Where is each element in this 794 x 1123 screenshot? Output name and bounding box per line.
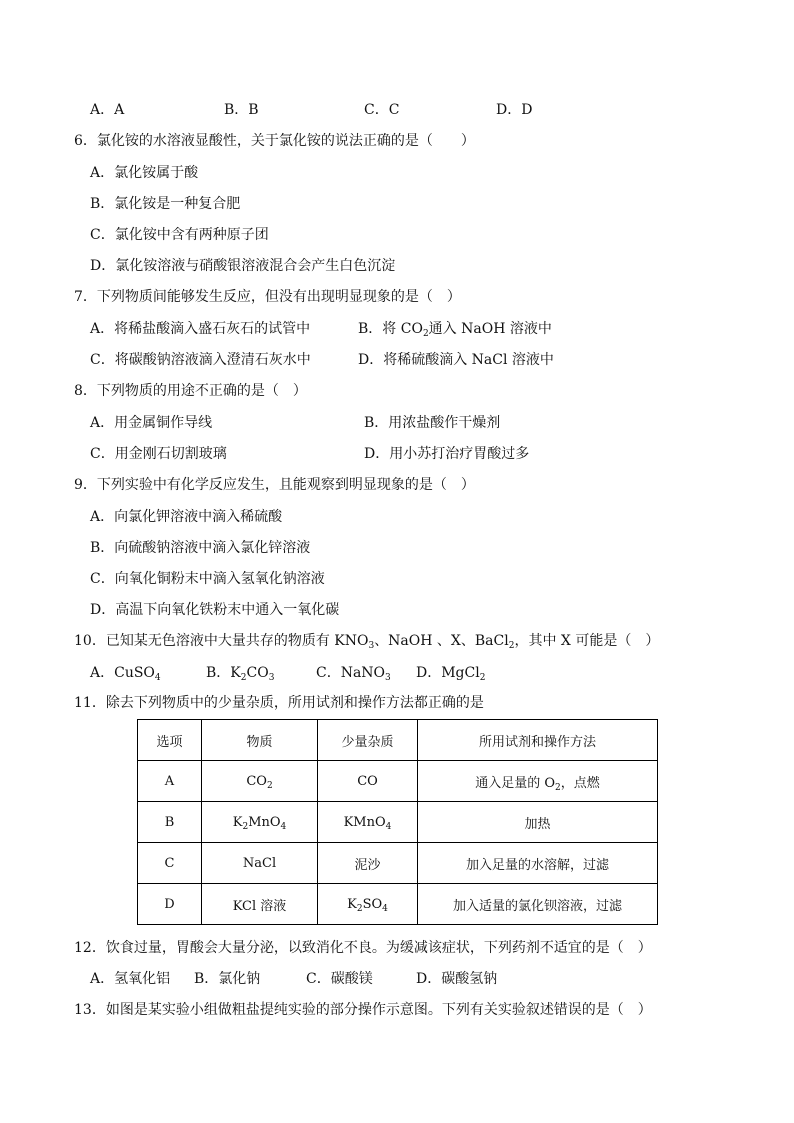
q9-stem: 9．下列实验中有化学反应发生，且能观察到明显现象的是（ ） (74, 477, 475, 493)
q12-stem: 12．饮食过量，胃酸会大量分泌，以致消化不良。为缓减该症状，下列药剂不适宜的是（ ） (74, 940, 652, 956)
table-header-cell: 少量杂质 (318, 720, 418, 761)
q12-option-d: D．碳酸氢钠 (416, 971, 498, 987)
table-cell-option: B (138, 802, 202, 843)
q6-option-d: D．氯化铵溶液与硝酸银溶液混合会产生白色沉淀 (90, 258, 396, 274)
table-cell-option: C (138, 843, 202, 884)
q6-option-a: A．氯化铵属于酸 (90, 165, 199, 181)
q5-option-a: A．A (90, 102, 125, 118)
table-cell-substance: $CO_2$ (202, 761, 318, 802)
table-row (138, 884, 658, 925)
q10-option-d: D．MgCl$_2$ (416, 665, 486, 683)
table-row (138, 802, 658, 843)
table-cell-impurity: 泥沙 (318, 843, 418, 884)
table-header-row (138, 720, 658, 761)
q8-option-c: C．用金刚石切割玻璃 (90, 446, 227, 462)
q13-stem: 13．如图是某实验小组做粗盐提纯实验的部分操作示意图。下列有关实验叙述错误的是（ ） (74, 1002, 652, 1018)
q11-stem: 11．除去下列物质中的少量杂质，所用试剂和操作方法都正确的是 (74, 695, 484, 711)
q10-option-b: B．$K_2CO_3$ (206, 665, 275, 683)
table-cell-substance: NaCl (202, 843, 318, 884)
q12-option-a: A．氢氧化铝 (90, 971, 171, 987)
table-header-cell: 物质 (202, 720, 318, 761)
table-cell-method: 加热 (418, 802, 658, 843)
table-row (138, 843, 658, 884)
table-header-cell: 所用试剂和操作方法 (418, 720, 658, 761)
q6-option-b: B．氯化铵是一种复合肥 (90, 196, 241, 212)
q9-option-d: D．高温下向氧化铁粉末中通入一氧化碳 (90, 602, 340, 618)
q12-option-b: B．氯化钠 (194, 971, 261, 987)
q6-option-c: C．氯化铵中含有两种原子团 (90, 227, 269, 243)
q5-option-c: C．C (364, 102, 400, 118)
q7-stem: 7．下列物质间能够发生反应，但没有出现明显现象的是（ ） (74, 289, 461, 305)
q6-stem: 6．氯化铵的水溶液显酸性，关于氯化铵的说法正确的是（ ） (74, 133, 475, 149)
table-cell-impurity: CO (318, 761, 418, 802)
table-cell-substance: KCl 溶液 (202, 884, 318, 925)
q10-stem: 10．已知某无色溶液中大量共存的物质有 $KNO_3$、NaOH 、X、BaCl$_2$，其中 X 可能是（ ） (74, 633, 660, 651)
table-cell-option: A (138, 761, 202, 802)
table-header-cell: 选项 (138, 720, 202, 761)
q11-table (137, 719, 658, 925)
q8-option-b: B．用浓盐酸作干燥剂 (364, 415, 501, 431)
q10-option-a: A．CuSO$_4$ (90, 665, 161, 683)
q7-option-c: C．将碳酸钠溶液滴入澄清石灰水中 (90, 352, 311, 368)
q8-option-d: D．用小苏打治疗胃酸过多 (364, 446, 530, 462)
q10-option-c: C．NaNO$_3$ (316, 665, 391, 683)
q7-option-b: B．将 $CO_2$通入 NaOH 溶液中 (358, 321, 552, 339)
q9-option-c: C．向氧化铜粉末中滴入氢氧化钠溶液 (90, 571, 325, 587)
table-cell-method: 通入足量的 $O_2$，点燃 (418, 761, 658, 802)
q8-stem: 8．下列物质的用途不正确的是（ ） (74, 383, 307, 399)
q7-option-d: D．将稀硫酸滴入 NaCl 溶液中 (358, 352, 554, 368)
table-cell-impurity: KMnO$_4$ (318, 802, 418, 843)
table-cell-substance: $K_2MnO_4$ (202, 802, 318, 843)
q9-option-b: B．向硫酸钠溶液中滴入氯化锌溶液 (90, 540, 311, 556)
q5-option-d: D．D (496, 102, 533, 118)
table-cell-method: 加入适量的氯化钡溶液，过滤 (418, 884, 658, 925)
table-cell-impurity: $K_2SO_4$ (318, 884, 418, 925)
q5-option-b: B．B (224, 102, 259, 118)
q8-option-a: A．用金属铜作导线 (90, 415, 213, 431)
q9-option-a: A．向氯化钾溶液中滴入稀硫酸 (90, 509, 283, 525)
table-cell-option: D (138, 884, 202, 925)
q12-option-c: C．碳酸镁 (306, 971, 373, 987)
table-row (138, 761, 658, 802)
q7-option-a: A．将稀盐酸滴入盛石灰石的试管中 (90, 321, 311, 337)
table-cell-method: 加入足量的水溶解，过滤 (418, 843, 658, 884)
